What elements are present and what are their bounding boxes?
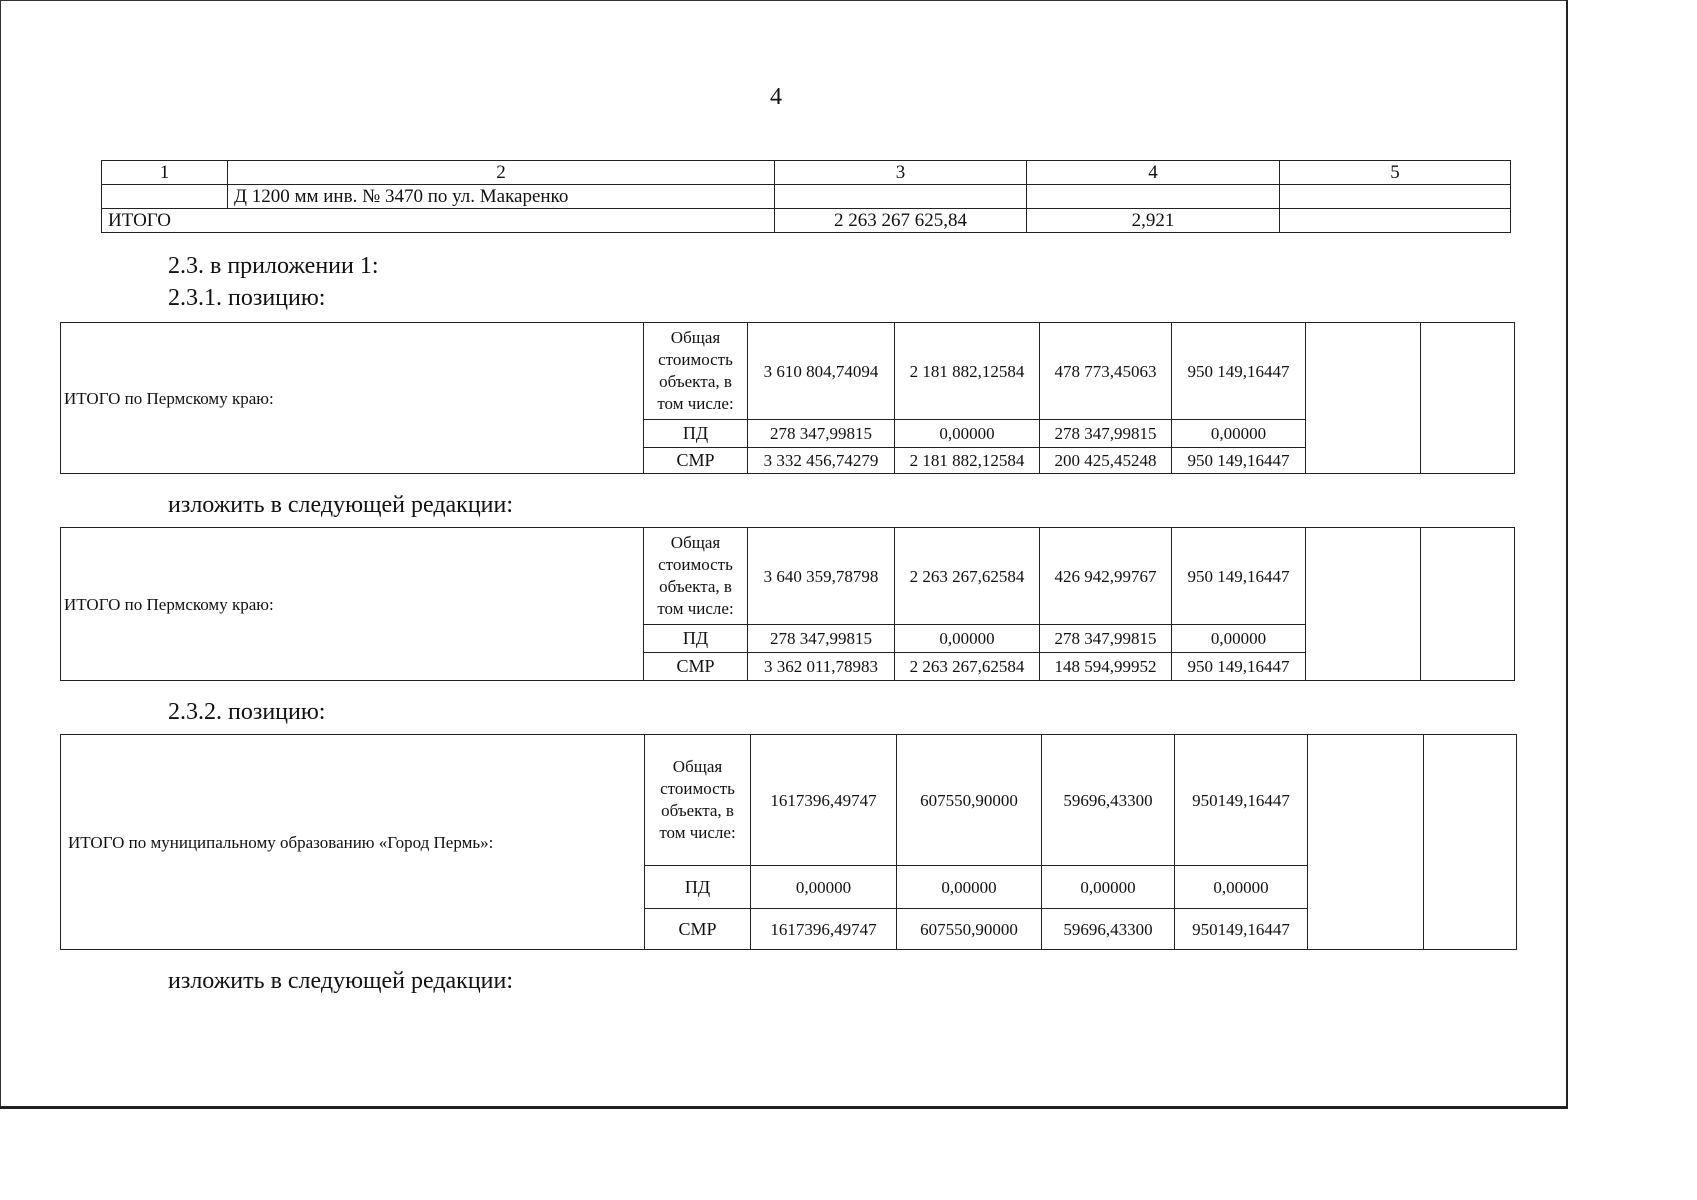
value-cell: 2 263 267,62584 [895, 528, 1040, 625]
section-heading-new-edition-2: изложить в следующей редакции: [168, 968, 514, 994]
row-label-smr: СМР [645, 909, 751, 950]
value-cell: 478 773,45063 [1040, 323, 1172, 420]
row-label-smr: СМР [644, 653, 748, 681]
position-table-perm-city [60, 734, 1517, 950]
table-cell [775, 185, 1027, 209]
table-cell [1027, 185, 1280, 209]
value-cell: 3 610 804,74094 [748, 323, 895, 420]
total-label: ИТОГО по Пермскому краю: [61, 528, 644, 681]
table-row [61, 735, 1517, 866]
section-heading-2-3-1: 2.3.1. позицию: [168, 285, 326, 311]
value-cell: 278 347,99815 [748, 420, 895, 448]
table-cell [1280, 209, 1511, 233]
section-heading-2-3: 2.3. в приложении 1: [168, 253, 379, 279]
value-cell: 3 640 359,78798 [748, 528, 895, 625]
column-number-1: 1 [102, 161, 228, 185]
page-frame-top [0, 0, 1568, 1]
table-row [102, 185, 1511, 209]
table-row [61, 323, 1515, 420]
value-cell: 200 425,45248 [1040, 448, 1172, 474]
value-cell: 3 332 456,74279 [748, 448, 895, 474]
cost-description: Общая стоимость объекта, в том числе: [645, 735, 751, 866]
value-cell: 59696,43300 [1042, 735, 1175, 866]
value-cell: 59696,43300 [1042, 909, 1175, 950]
value-cell: 950 149,16447 [1172, 448, 1306, 474]
value-cell: 950 149,16447 [1172, 528, 1306, 625]
total-value: 2 263 267 625,84 [775, 209, 1027, 233]
column-number-5: 5 [1280, 161, 1511, 185]
section-heading-2-3-2: 2.3.2. позицию: [168, 699, 326, 725]
total-label: ИТОГО по Пермскому краю: [61, 323, 644, 474]
row-label-pd: ПД [644, 625, 748, 653]
value-cell: 950149,16447 [1175, 909, 1308, 950]
total-row [102, 209, 1511, 233]
table-cell [102, 185, 228, 209]
value-cell: 278 347,99815 [1040, 420, 1172, 448]
value-cell: 0,00000 [1042, 866, 1175, 909]
value-cell: 278 347,99815 [1040, 625, 1172, 653]
row-label-pd: ПД [644, 420, 748, 448]
value-cell: 950 149,16447 [1172, 323, 1306, 420]
empty-cell [1306, 323, 1421, 474]
value-cell: 426 942,99767 [1040, 528, 1172, 625]
total-label: ИТОГО по муниципальному образованию «Город Пермь»: [61, 735, 645, 950]
table-cell [1280, 185, 1511, 209]
value-cell: 0,00000 [895, 625, 1040, 653]
value-cell: 3 362 011,78983 [748, 653, 895, 681]
empty-cell [1308, 735, 1424, 950]
value-cell: 950 149,16447 [1172, 653, 1306, 681]
value-cell: 278 347,99815 [748, 625, 895, 653]
empty-cell [1421, 528, 1515, 681]
row-label-smr: СМР [644, 448, 748, 474]
value-cell: 1617396,49747 [751, 735, 897, 866]
column-number-2: 2 [228, 161, 775, 185]
total-label: ИТОГО [102, 209, 775, 233]
value-cell: 1617396,49747 [751, 909, 897, 950]
cost-description: Общая стоимость объекта, в том числе: [644, 528, 748, 625]
page-frame-right [1566, 0, 1568, 1109]
section-heading-new-edition: изложить в следующей редакции: [168, 492, 514, 518]
object-name-cell: Д 1200 мм инв. № 3470 по ул. Макаренко [228, 185, 775, 209]
page-frame-bottom [0, 1106, 1568, 1109]
empty-cell [1306, 528, 1421, 681]
value-cell: 0,00000 [1172, 625, 1306, 653]
value-cell: 0,00000 [1172, 420, 1306, 448]
empty-cell [1421, 323, 1515, 474]
column-number-3: 3 [775, 161, 1027, 185]
position-table-new-perm-krai [60, 527, 1515, 681]
value-cell: 2 263 267,62584 [895, 653, 1040, 681]
column-number-4: 4 [1027, 161, 1280, 185]
table-row [61, 528, 1515, 625]
value-cell: 0,00000 [897, 866, 1042, 909]
empty-cell [1424, 735, 1517, 950]
value-cell: 2 181 882,12584 [895, 448, 1040, 474]
position-table-old-perm-krai [60, 322, 1515, 474]
value-cell: 2 181 882,12584 [895, 323, 1040, 420]
value-cell: 950149,16447 [1175, 735, 1308, 866]
page-number: 4 [770, 84, 782, 110]
value-cell: 607550,90000 [897, 909, 1042, 950]
value-cell: 0,00000 [751, 866, 897, 909]
total-coefficient: 2,921 [1027, 209, 1280, 233]
cost-description: Общая стоимость объекта, в том числе: [644, 323, 748, 420]
value-cell: 148 594,99952 [1040, 653, 1172, 681]
continuation-table [101, 160, 1511, 233]
value-cell: 0,00000 [895, 420, 1040, 448]
value-cell: 607550,90000 [897, 735, 1042, 866]
row-label-pd: ПД [645, 866, 751, 909]
table-header-row [102, 161, 1511, 185]
page-frame-left [0, 0, 1, 1109]
value-cell: 0,00000 [1175, 866, 1308, 909]
